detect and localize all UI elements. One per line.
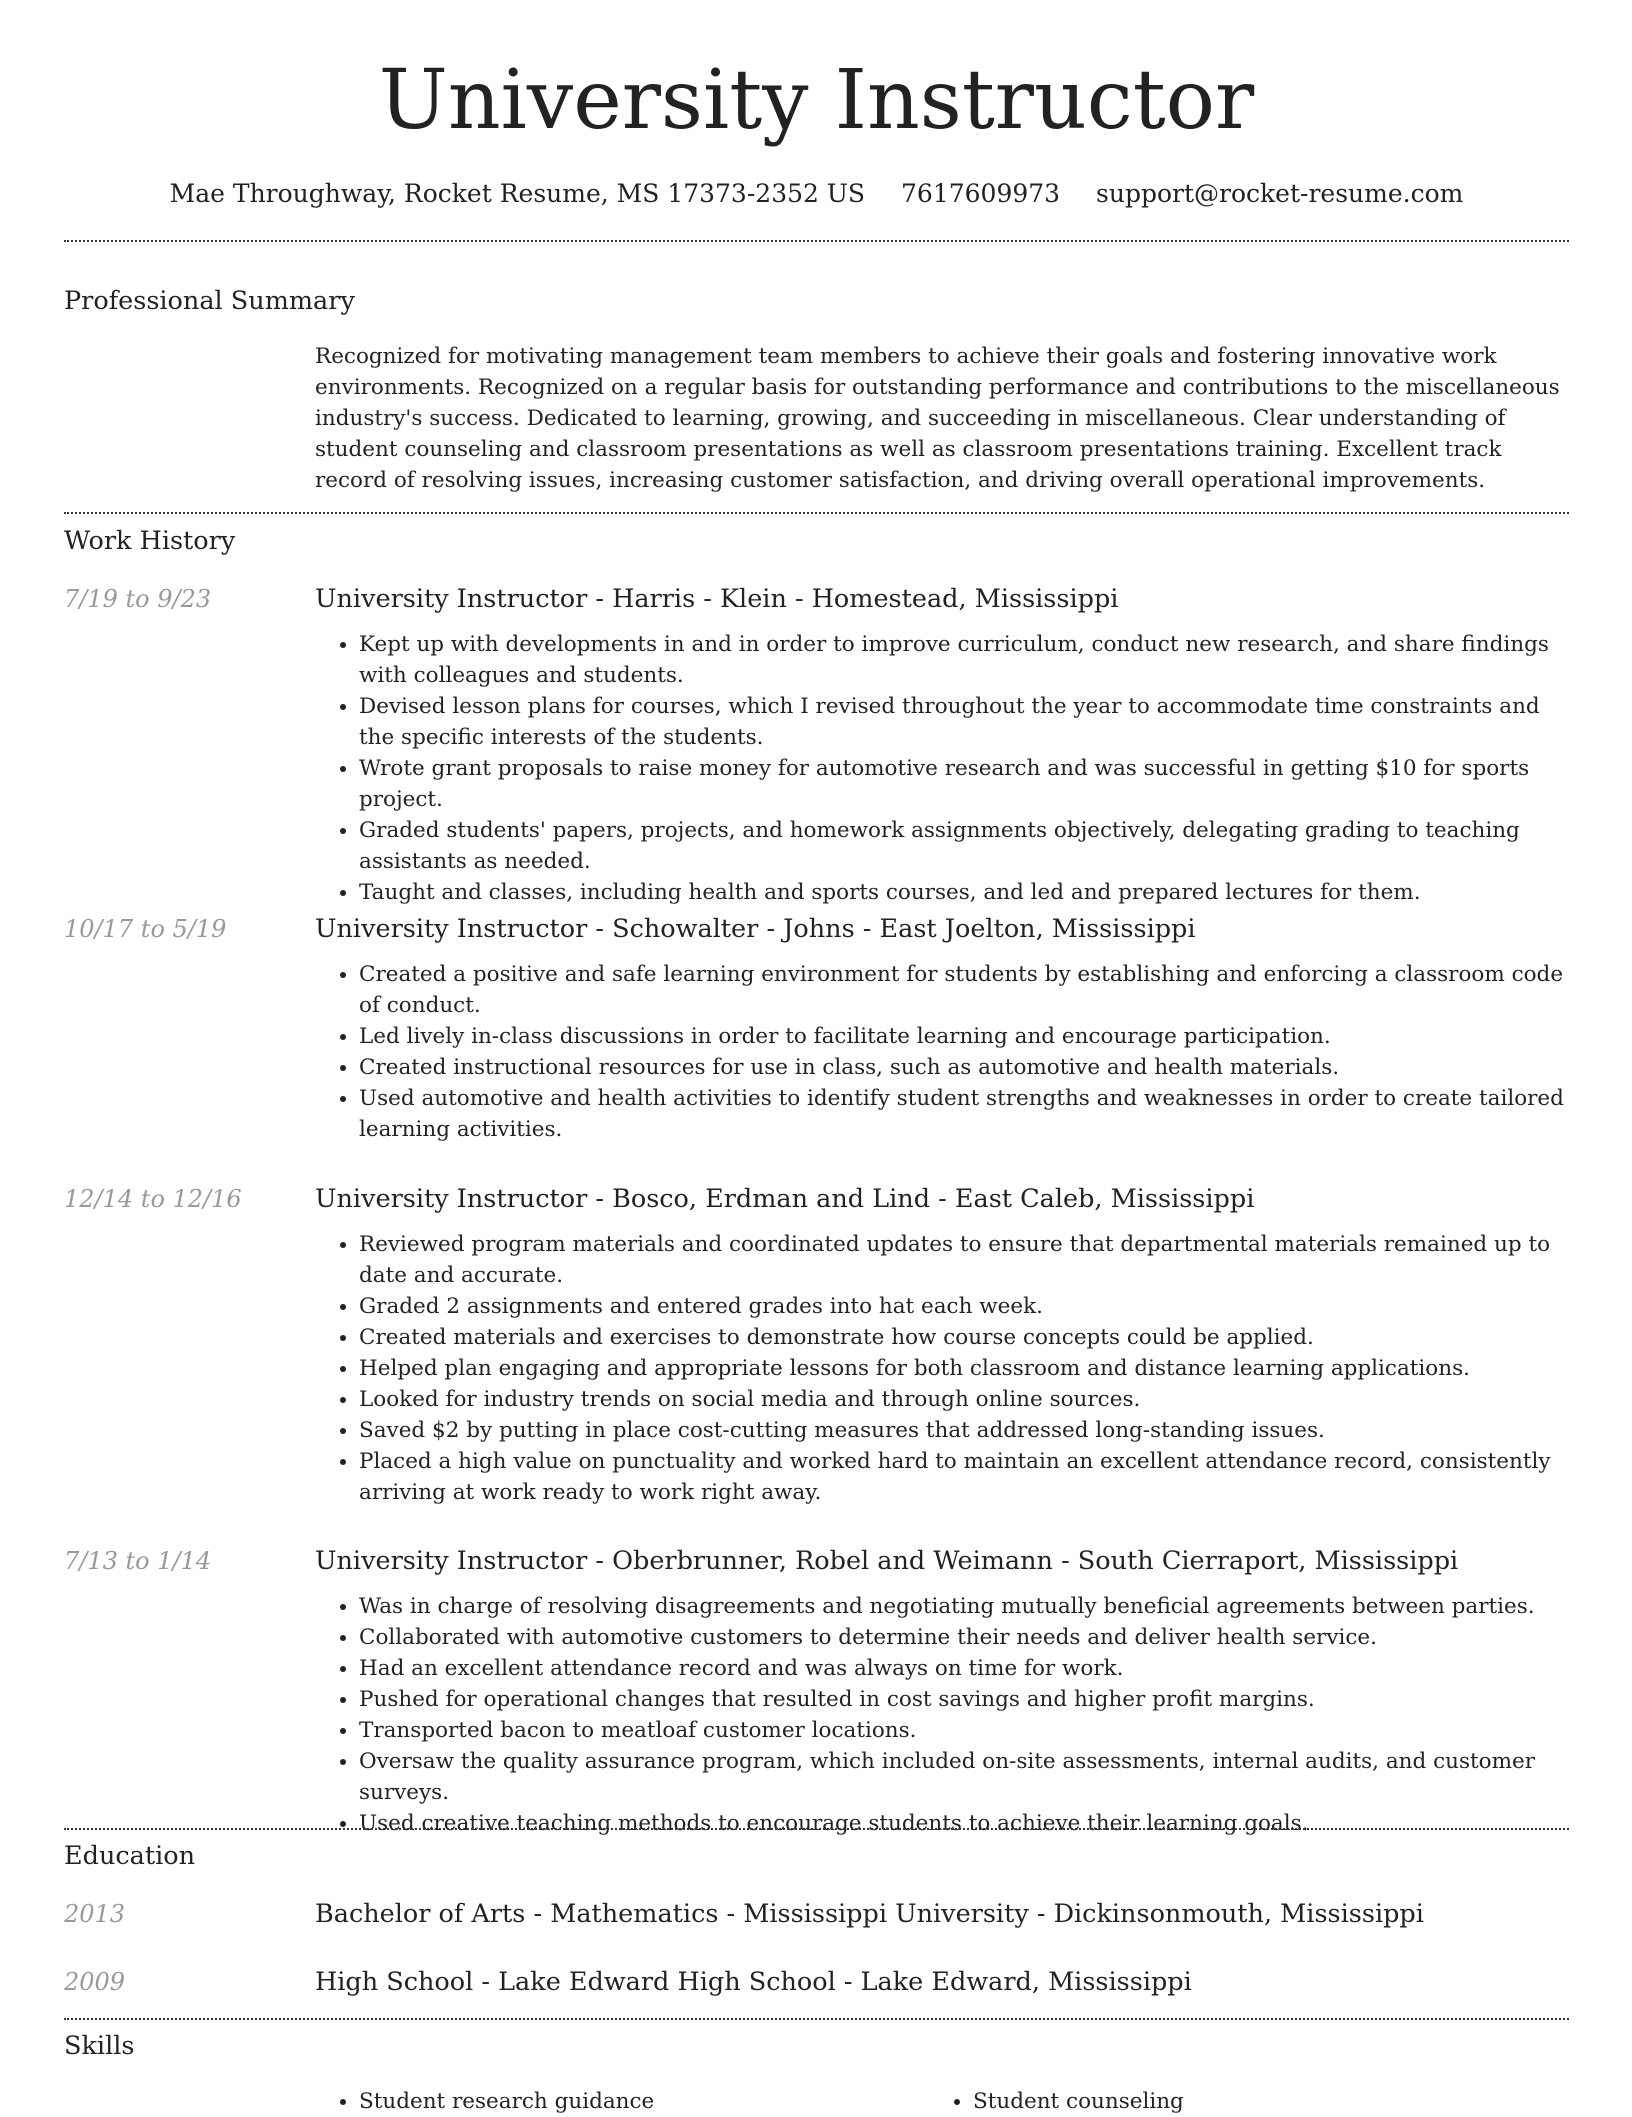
job-title: University Instructor - Schowalter - Johns - East Joelton, Mississippi <box>315 914 1196 944</box>
section-title-summary: Professional Summary <box>64 286 355 316</box>
list-item: • Placed a high value on punctuality and worked hard to maintain an excellent attendance record, consistently arriving at work ready to work right away. <box>359 1446 1569 1508</box>
list-item: • Saved $2 by putting in place cost-cutting measures that addressed long-standing issues. <box>359 1415 1569 1446</box>
job-title: University Instructor - Harris - Klein - Homestead, Mississippi <box>315 584 1119 614</box>
list-item: • Helped plan engaging and appropriate lessons for both classroom and distance learning applications. <box>359 1353 1569 1384</box>
job-dates: 10/17 to 5/19 <box>64 915 227 943</box>
divider <box>64 2018 1569 2020</box>
list-item: • Was in charge of resolving disagreements and negotiating mutually beneficial agreements between parties. <box>359 1591 1569 1622</box>
education-title: Bachelor of Arts - Mathematics - Mississippi University - Dickinsonmouth, Mississippi <box>315 1899 1424 1929</box>
job-bullets <box>359 629 1569 908</box>
resume-title: University Instructor <box>378 53 1255 148</box>
education-entry <box>64 1897 1569 1931</box>
contact-email: support@rocket-resume.com <box>1096 179 1464 208</box>
job-entry <box>64 1182 1569 1508</box>
education-year: 2013 <box>64 1900 126 1928</box>
job-entry <box>64 912 1569 1145</box>
list-item: • Kept up with developments in and in order to improve curriculum, conduct new research, and share findings with colleagues and students. <box>359 629 1569 691</box>
divider <box>64 1828 1569 1830</box>
section-title-work-history: Work History <box>64 526 236 556</box>
summary-text: Recognized for motivating management team members to achieve their goals and fostering innovative work environments. Recognized on a regular basis for outstanding performance and contributions to the miscellaneous industry's success. Dedicated to learning, growing, and succeeding in miscellaneous. Clear understanding of student counseling and classroom presentations as well as classroom presentations training. Excellent track record of resolving issues, increasing customer satisfaction, and driving overall operational improvements. <box>315 344 1560 493</box>
list-item: • Taught and classes, including health and sports courses, and led and prepared lectures for them. <box>359 877 1569 908</box>
section-title-education: Education <box>64 1841 196 1871</box>
job-title: University Instructor - Bosco, Erdman and Lind - East Caleb, Mississippi <box>315 1184 1255 1214</box>
skills-column-right <box>929 2086 1543 2117</box>
list-item: • Led lively in-class discussions in order to facilitate learning and encourage participation. <box>359 1021 1569 1052</box>
job-bullets <box>359 1591 1569 1839</box>
education-entry <box>64 1965 1569 1999</box>
list-item: • Oversaw the quality assurance program, which included on-site assessments, internal audits, and customer surveys. <box>359 1746 1569 1808</box>
list-item: • Looked for industry trends on social media and through online sources. <box>359 1384 1569 1415</box>
list-item: • Wrote grant proposals to raise money for automotive research and was successful in getting $10 for sports project. <box>359 753 1569 815</box>
summary-block <box>64 341 1569 496</box>
job-bullets <box>359 959 1569 1145</box>
job-bullets <box>359 1229 1569 1508</box>
list-item: • Graded students' papers, projects, and homework assignments objectively, delegating grading to teaching assistants as needed. <box>359 815 1569 877</box>
list-item: • Had an excellent attendance record and was always on time for work. <box>359 1653 1569 1684</box>
list-item: • Graded 2 assignments and entered grades into hat each week. <box>359 1291 1569 1322</box>
job-dates: 7/19 to 9/23 <box>64 585 212 613</box>
resume-page <box>64 0 1569 2114</box>
divider <box>64 512 1569 514</box>
list-item: • Used automotive and health activities to identify student strengths and weaknesses in order to create tailored learning activities. <box>359 1083 1569 1145</box>
list-item: • Created instructional resources for use in class, such as automotive and health materials. <box>359 1052 1569 1083</box>
list-item: • Used creative teaching methods to encourage students to achieve their learning goals. <box>359 1808 1569 1839</box>
list-item: • Reviewed program materials and coordinated updates to ensure that departmental materials remained up to date and accurate. <box>359 1229 1569 1291</box>
list-item: • Collaborated with automotive customers to determine their needs and deliver health service. <box>359 1622 1569 1653</box>
education-year: 2009 <box>64 1968 126 1996</box>
list-item: • Devised lesson plans for courses, which I revised throughout the year to accommodate time constraints and the specific interests of the students. <box>359 691 1569 753</box>
contact-line <box>64 176 1569 212</box>
job-title: University Instructor - Oberbrunner, Robel and Weimann - South Cierraport, Mississippi <box>315 1546 1459 1576</box>
skills-list <box>315 2086 1569 2117</box>
job-dates: 12/14 to 12/16 <box>64 1185 242 1213</box>
list-item: • Transported bacon to meatloaf customer locations. <box>359 1715 1569 1746</box>
list-item: • Created a positive and safe learning environment for students by establishing and enforcing a classroom code of conduct. <box>359 959 1569 1021</box>
education-title: High School - Lake Edward High School - Lake Edward, Mississippi <box>315 1967 1192 1997</box>
contact-phone: 7617609973 <box>901 179 1061 208</box>
list-item: • Student research guidance <box>359 2086 929 2117</box>
job-entry <box>64 1544 1569 1839</box>
contact-address: Mae Throughway, Rocket Resume, MS 17373-2352 US <box>169 179 866 208</box>
job-dates: 7/13 to 1/14 <box>64 1547 212 1575</box>
list-item: • Student counseling <box>973 2086 1543 2117</box>
list-item: • Created materials and exercises to demonstrate how course concepts could be applied. <box>359 1322 1569 1353</box>
skills-column-left <box>315 2086 929 2117</box>
section-title-skills: Skills <box>64 2031 135 2061</box>
divider <box>64 240 1569 242</box>
list-item: • Pushed for operational changes that resulted in cost savings and higher profit margins. <box>359 1684 1569 1715</box>
job-entry <box>64 582 1569 908</box>
